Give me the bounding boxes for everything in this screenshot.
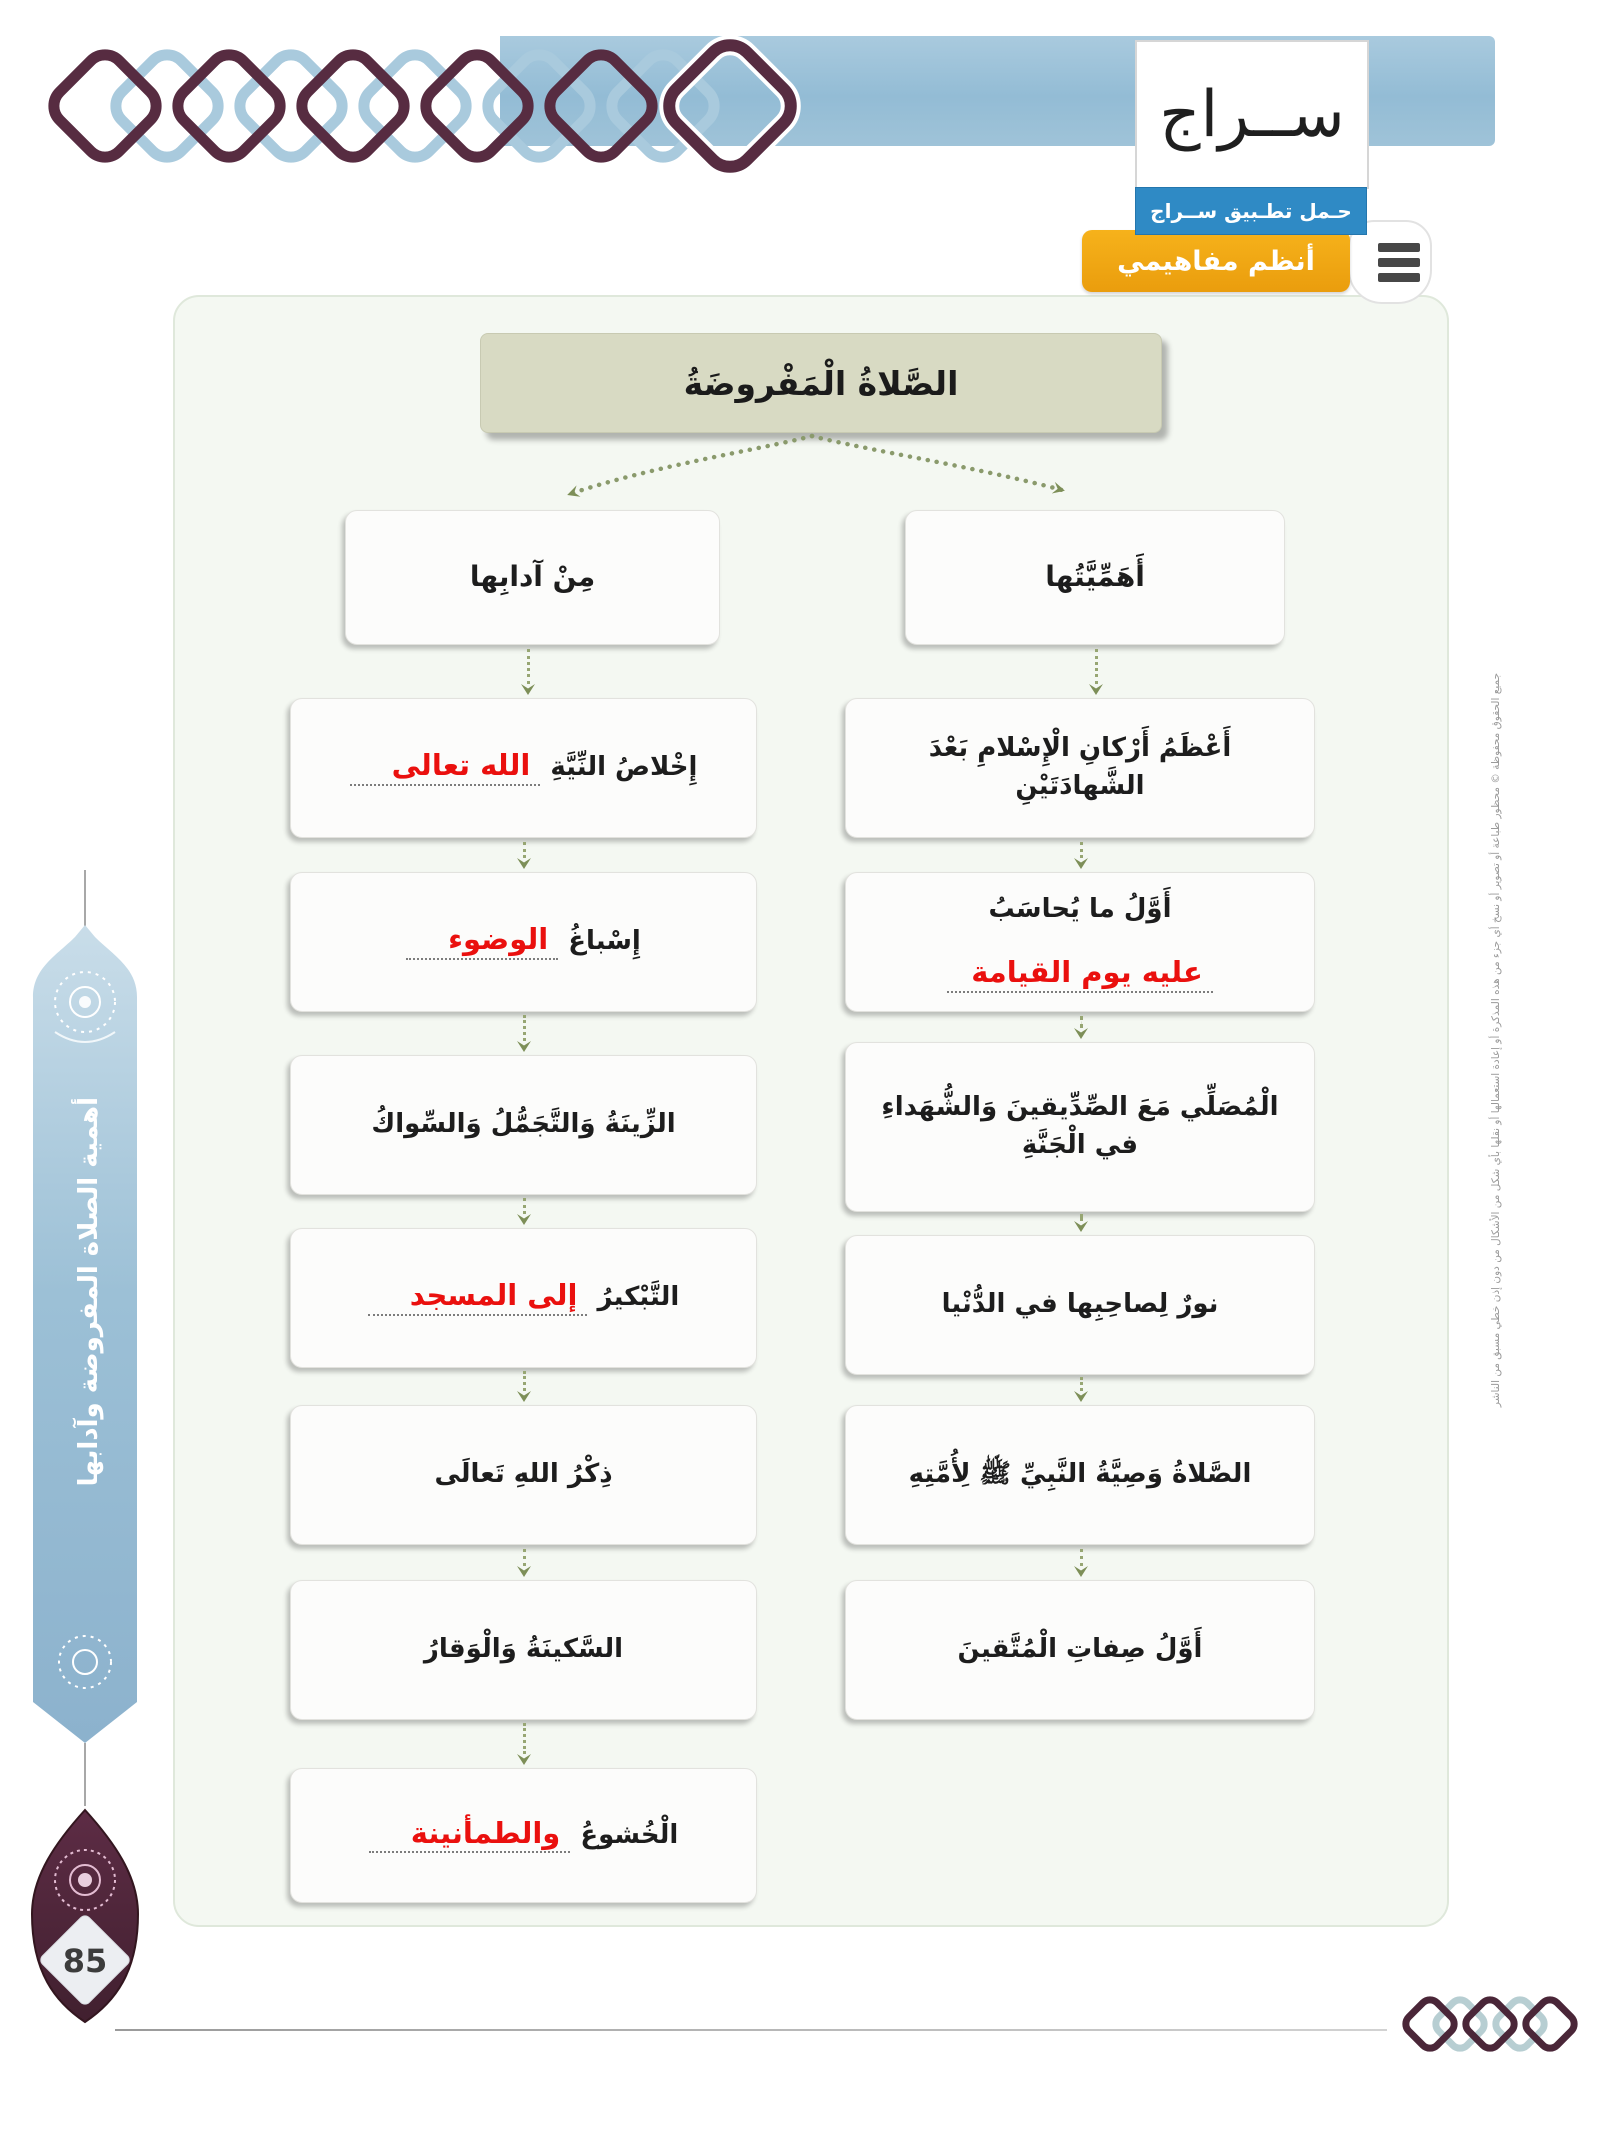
map-title-box [480,333,1162,433]
concept-map-badge [1082,230,1350,292]
fine-print: جميع الحقوق محفوظة © محظور طباعة أو تصوير أو نسخ أي جزء من هذه المذكرة أو إعادة استعمالها أو نقلها بأي شكل من الأشكال من دون إذن خطي مسبق من الناشر [1490,672,1502,1408]
siraj-app-bar [1135,187,1367,235]
footer-chain-ornament [1398,1986,1588,2066]
node-etiquette-6: السَّكينَةُ وَالْوَقارُ [290,1580,757,1720]
siraj-logo-title: ســراج [1159,77,1345,152]
node-etiquette-1: إِخْلاصُ النِّيَّةِ الله تعالى [290,698,757,838]
answer-blank [406,924,558,960]
flow-arrow [1072,1214,1090,1233]
node-importance-2: أَوَّلُ ما يُحاسَبُ عليه يوم القيامة [845,872,1315,1012]
answer-blank [368,1280,588,1316]
answer-text: عليه يوم القيامة [971,954,1203,989]
branch-header-label: مِنْ آدابِها [469,560,596,594]
flow-arrow [515,1015,533,1053]
flow-arrow [1072,1016,1090,1040]
node-importance-1: أَعْظَمُ أَرْكانِ الْإِسْلامِ بَعْدَ الشَّهادَتَيْنِ [845,698,1315,838]
branch-header-label: أَهَمِّيَّتُها [1045,560,1145,594]
node-importance-4: نورٌ لِصاحِبِها في الدُّنْيا [845,1235,1315,1375]
answer-text: الوضوء [448,922,549,957]
flow-arrow [1072,1549,1090,1578]
answer-blank [947,954,1213,993]
answer-text: والطمأنينة [410,1815,561,1850]
badge-label: أنظم مفاهيمي [1117,245,1315,277]
answer-blank [369,1815,571,1854]
header-chain-ornament [30,18,820,188]
flow-arrow [515,1371,533,1403]
answer-text: الله تعالى [391,748,531,783]
answer-blank [350,750,541,786]
flow-arrow [519,649,537,696]
footer-divider [115,2029,1387,2031]
node-importance-6: أَوَّلُ صِفاتِ الْمُتَّقينَ [845,1580,1315,1720]
flow-arrow [515,1198,533,1226]
page-number: 85 [62,1942,108,1980]
node-importance-5: الصَّلاةُ وَصِيَّةُ النَّبِيِّ ﷺ لِأُمَّتِهِ [845,1405,1315,1545]
map-title: الصَّلاةُ الْمَفْروضَةُ [683,363,959,403]
flow-arrow [515,1549,533,1578]
split-arrows [440,428,1180,516]
flow-arrow [1072,1377,1090,1403]
node-etiquette-4: التَّبْكيرُ إلى المسجد [290,1228,757,1368]
page-number-medallion [32,1810,138,2022]
node-importance-3: الْمُصَلِّي مَعَ الصِّدِّيقينَ وَالشُّهَداءِ في الْجَنَّةِ [845,1042,1315,1212]
node-etiquette-3: الزِّينَةُ وَالتَّجَمُّلُ وَالسِّواكُ [290,1055,757,1195]
answer-text: إلى المسجد [409,1278,578,1313]
flow-arrow [1087,649,1105,696]
node-etiquette-5: ذِكْرُ اللهِ تَعالَى [290,1405,757,1545]
siraj-logo [1135,40,1369,189]
siraj-logo-subtitle: حـمل تطـبيق ســراج [1150,199,1352,223]
ribbon-label: أهمية الصلاة المفروضة وآدابها [74,1097,104,1487]
node-etiquette-2: إِسْباغُ الوضوء [290,872,757,1012]
flow-arrow [515,1723,533,1766]
branch-header-etiquette [345,510,720,645]
node-etiquette-7: الْخُشوعُ والطمأنينة [290,1768,757,1903]
branch-header-importance [905,510,1285,645]
sidebar-ribbon [18,862,168,2037]
flow-arrow [1072,842,1090,870]
flow-arrow [515,842,533,870]
